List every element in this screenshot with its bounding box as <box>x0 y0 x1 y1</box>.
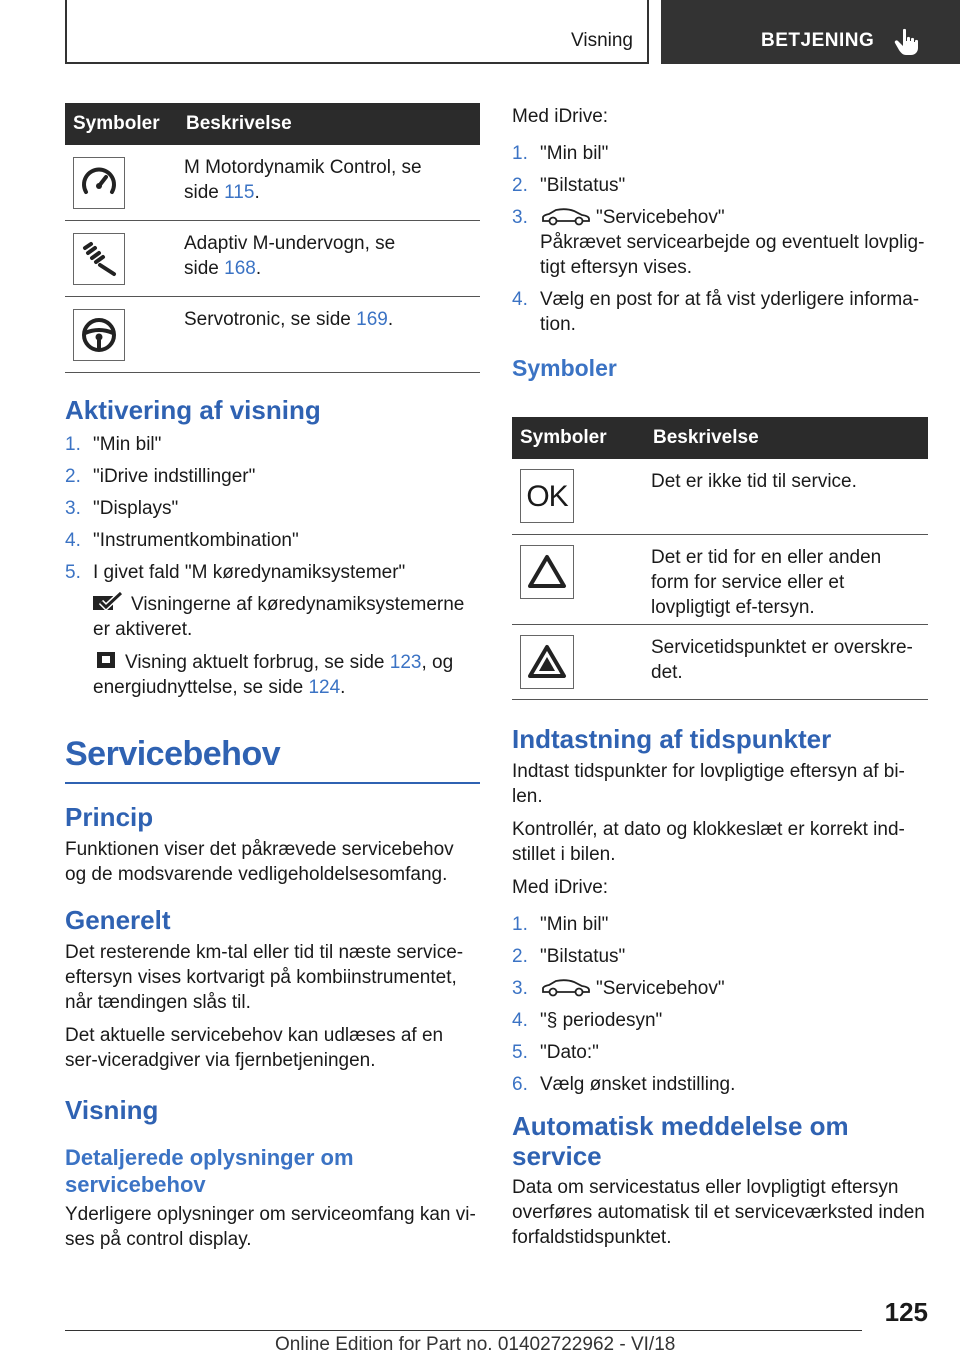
page-link[interactable]: 115 <box>224 182 255 203</box>
row-text: . <box>254 182 260 203</box>
list-item <box>512 1072 928 1097</box>
step-text: Vælg ønsket indstilling. <box>540 1074 736 1095</box>
right-table-header-desc: Beskrivelse <box>645 417 928 459</box>
symboler-heading: Symboler <box>512 355 617 381</box>
detail-heading: Detaljerede oplysninger om servicebehov <box>65 1145 354 1197</box>
page-title: Servicebehov <box>65 735 281 773</box>
step-number: 4. <box>65 530 81 551</box>
visning-heading: Visning <box>65 1095 159 1125</box>
step-text: "Bilstatus" <box>540 946 626 967</box>
page-number: 125 <box>884 1297 928 1327</box>
detail-text: Yderligere oplysninger om serviceomfang kan vi-ses på control display. <box>65 1204 476 1250</box>
step-number: 6. <box>512 1074 528 1095</box>
left-table-header-symbols: Symboler <box>65 103 178 145</box>
list-item <box>512 205 928 280</box>
step-content <box>540 205 928 280</box>
step-text: "Min bil" <box>540 143 609 164</box>
auto-heading: Automatisk meddelelse om service <box>512 1111 849 1171</box>
ok-icon <box>520 469 574 523</box>
list-item <box>512 944 928 969</box>
list-item <box>65 528 480 553</box>
step-number: 5. <box>512 1042 528 1063</box>
step-number: 1. <box>512 143 528 164</box>
list-item <box>512 141 928 166</box>
list-item <box>65 496 480 521</box>
step-text: "Dato:" <box>540 1042 599 1063</box>
header-section-tab <box>65 0 649 64</box>
step-text: "Servicebehov" <box>596 978 725 999</box>
step-text: "Displays" <box>93 498 179 519</box>
left-symbols-table-wrap <box>65 103 480 373</box>
list-item <box>65 560 480 585</box>
page-link[interactable]: 168 <box>224 257 256 279</box>
car-icon <box>540 979 592 997</box>
left-symbols-table <box>65 103 480 373</box>
idrive-steps-2 <box>512 912 928 1097</box>
list-item <box>65 432 480 457</box>
header-chapter-label: BETJENING <box>761 30 875 51</box>
ok-icon-text: OK <box>526 479 568 513</box>
hand-pointer-icon <box>894 28 920 56</box>
step-text: "§ periodesyn" <box>540 1010 663 1031</box>
right-symbols-table <box>512 417 928 700</box>
row-text: Servotronic, se side <box>184 308 357 330</box>
right-column <box>512 104 928 382</box>
header-section-label: Visning <box>571 30 633 51</box>
footer-divider <box>65 1330 862 1331</box>
row-text: . <box>387 308 394 330</box>
step-number: 3. <box>512 207 528 228</box>
row-text: Det er tid for en eller anden form for service eller et lovpligtigt ef-tersyn. <box>651 546 882 618</box>
row-text: Adaptiv M-undervogn, se <box>184 232 396 254</box>
princip-text: Funktionen viser det påkrævede servicebehov og de modsvarende vedligeholdelsesomfang. <box>65 839 454 885</box>
generelt-text-1: Det resterende km-tal eller tid til næste service-eftersyn vises kortvarigt på kombiinstrumentet, når tændingen slås til. <box>65 942 464 1013</box>
note-text: . <box>340 677 346 698</box>
generelt-text-2: Det aktuelle servicebehov kan udlæses af en ser-viceradgiver via fjernbetjeningen. <box>65 1025 444 1071</box>
footer-edition: Online Edition for Part no. 01402722962 - VI/18 <box>275 1334 676 1355</box>
row-text: side <box>184 182 225 203</box>
step-number: 5. <box>65 562 81 583</box>
list-item <box>512 976 928 1001</box>
list-item <box>65 464 480 489</box>
step-text: Vælg en post for at få vist yderligere informa-tion. <box>540 289 920 335</box>
indtastning-text-1: Indtast tidspunkter for lovpligtige eftersyn af bi-len. <box>512 761 905 807</box>
step-number: 3. <box>65 498 81 519</box>
aktivering-steps <box>65 432 480 585</box>
step-number: 1. <box>65 434 81 455</box>
warning-triangle-filled-icon <box>520 635 574 689</box>
right-symbols-table-wrap <box>512 417 928 700</box>
note-text: Visningerne af køredynamiksystemerne er aktiveret. <box>93 594 465 640</box>
step-number: 2. <box>65 466 81 487</box>
steering-wheel-icon <box>73 309 125 361</box>
step-text: "Min bil" <box>540 914 609 935</box>
aktivering-section <box>65 395 480 700</box>
indtastning-text-2: Kontrollér, at dato og klokkeslæt er korrekt ind-stillet i bilen. <box>512 819 905 865</box>
gauge-icon <box>73 157 125 209</box>
table-row <box>65 145 480 220</box>
list-item <box>512 1040 928 1065</box>
aktivering-note-1 <box>93 592 480 642</box>
indtastning-heading: Indtastning af tidspunkter <box>512 724 832 754</box>
table-row <box>65 220 480 296</box>
generelt-heading: Generelt <box>65 905 171 935</box>
servicebehov-section <box>65 735 480 1252</box>
list-item <box>512 287 928 337</box>
table-row <box>65 296 480 372</box>
page-link[interactable]: 124 <box>308 677 341 698</box>
row-text: Det er ikke tid til service. <box>651 471 857 492</box>
left-table-header-desc: Beskrivelse <box>178 103 480 145</box>
aktivering-note-2 <box>93 650 480 700</box>
step-text: "iDrive indstillinger" <box>93 466 256 487</box>
step-number: 4. <box>512 1010 528 1031</box>
step-text: I givet fald "M køredynamiksystemer" <box>93 562 406 583</box>
idrive-steps <box>512 141 928 337</box>
page-link[interactable]: 169 <box>356 308 388 330</box>
step-number: 2. <box>512 946 528 967</box>
list-item <box>512 1008 928 1033</box>
table-row <box>512 459 928 534</box>
step-text: "Bilstatus" <box>540 175 626 196</box>
step-text: "Min bil" <box>93 434 162 455</box>
step-number: 2. <box>512 175 528 196</box>
step-number: 4. <box>512 289 528 310</box>
step-text: "Servicebehov" <box>596 207 725 228</box>
idrive-intro: Med iDrive: <box>512 106 609 127</box>
checked-box-icon <box>91 592 125 612</box>
row-text: Servicetidspunktet er overskre-det. <box>651 636 913 683</box>
idrive-intro-2: Med iDrive: <box>512 877 609 898</box>
step-content <box>540 976 928 1001</box>
indtastning-section <box>512 724 928 1250</box>
aktivering-heading: Aktivering af visning <box>65 395 321 425</box>
row-text: . <box>255 257 262 279</box>
step-text: "Instrumentkombination" <box>93 530 299 551</box>
auto-text: Data om servicestatus eller lovpligtigt eftersyn overføres automatisk til et serviceværksted inden forfaldstidspunktet. <box>512 1177 925 1248</box>
page-link[interactable]: 123 <box>389 652 422 673</box>
note-text: Visning aktuelt forbrug, se side <box>125 652 390 673</box>
box-icon <box>95 650 119 670</box>
table-row <box>512 624 928 699</box>
list-item <box>512 173 928 198</box>
car-icon <box>540 208 592 226</box>
step-number: 3. <box>512 978 528 999</box>
warning-triangle-icon <box>520 545 574 599</box>
list-item <box>512 912 928 937</box>
right-table-header-symbols: Symboler <box>512 417 645 459</box>
princip-heading: Princip <box>65 802 154 832</box>
row-text: side <box>184 257 225 279</box>
title-divider <box>65 782 480 784</box>
note-text: , og energiudnyttelse, se side <box>93 652 454 698</box>
table-row <box>512 534 928 624</box>
spring-icon <box>73 233 125 285</box>
step-number: 1. <box>512 914 528 935</box>
step-sub-text: Påkrævet servicearbejde og eventuelt lovplig-tigt eftersyn vises. <box>540 232 925 278</box>
row-text: M Motordynamik Control, se <box>184 157 422 178</box>
